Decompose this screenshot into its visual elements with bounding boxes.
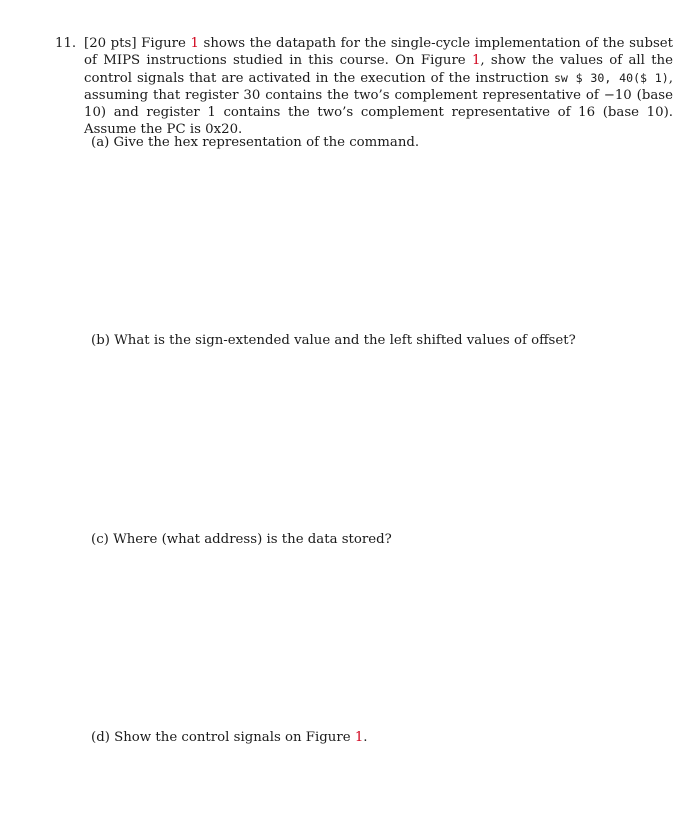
- problem-11: [55, 35, 673, 139]
- problem-statement: [84, 35, 673, 139]
- part-a-label: (a): [91, 135, 110, 150]
- part-d-period: .: [363, 730, 368, 745]
- figure-reference-link[interactable]: 1: [190, 36, 199, 51]
- part-d-question: [114, 730, 367, 745]
- statement-text-1: Figure: [136, 36, 191, 51]
- part-c: [91, 531, 392, 548]
- part-b: [91, 332, 576, 349]
- part-c-label: (c): [91, 532, 109, 547]
- part-d: [91, 729, 368, 746]
- statement-text-3: , show the values of all the control signals that are activated in the execution of the instruction: [84, 53, 673, 86]
- part-a-question: Give the hex representation of the command.: [113, 135, 420, 150]
- figure-reference-link[interactable]: 1: [354, 730, 364, 745]
- problem-number: 11.: [55, 36, 77, 51]
- part-b-question: What is the sign-extended value and the left shifted values of offset?: [114, 333, 576, 348]
- part-b-label: (b): [91, 333, 110, 348]
- statement-text-2: shows the datapath for the single-cycle implementation of the subset of MIPS instructions studied in this course. On Figure: [84, 36, 674, 69]
- part-c-question: Where (what address) is the data stored?: [113, 532, 392, 547]
- instruction-code: sw $ 30, 40($ 1): [553, 70, 669, 85]
- statement-text-4: , assuming that register 30 contains the two’s complement representative of −10 (base 10) and register 1 contains the two’s complement representative of 16 (base 10). Assume the PC is 0x20.: [84, 70, 673, 138]
- figure-reference-link[interactable]: 1: [471, 53, 481, 69]
- part-d-text: Show the control signals on Figure: [114, 730, 355, 745]
- part-a: [91, 134, 419, 151]
- problem-points: [20 pts]: [84, 36, 137, 51]
- part-d-label: (d): [91, 730, 110, 745]
